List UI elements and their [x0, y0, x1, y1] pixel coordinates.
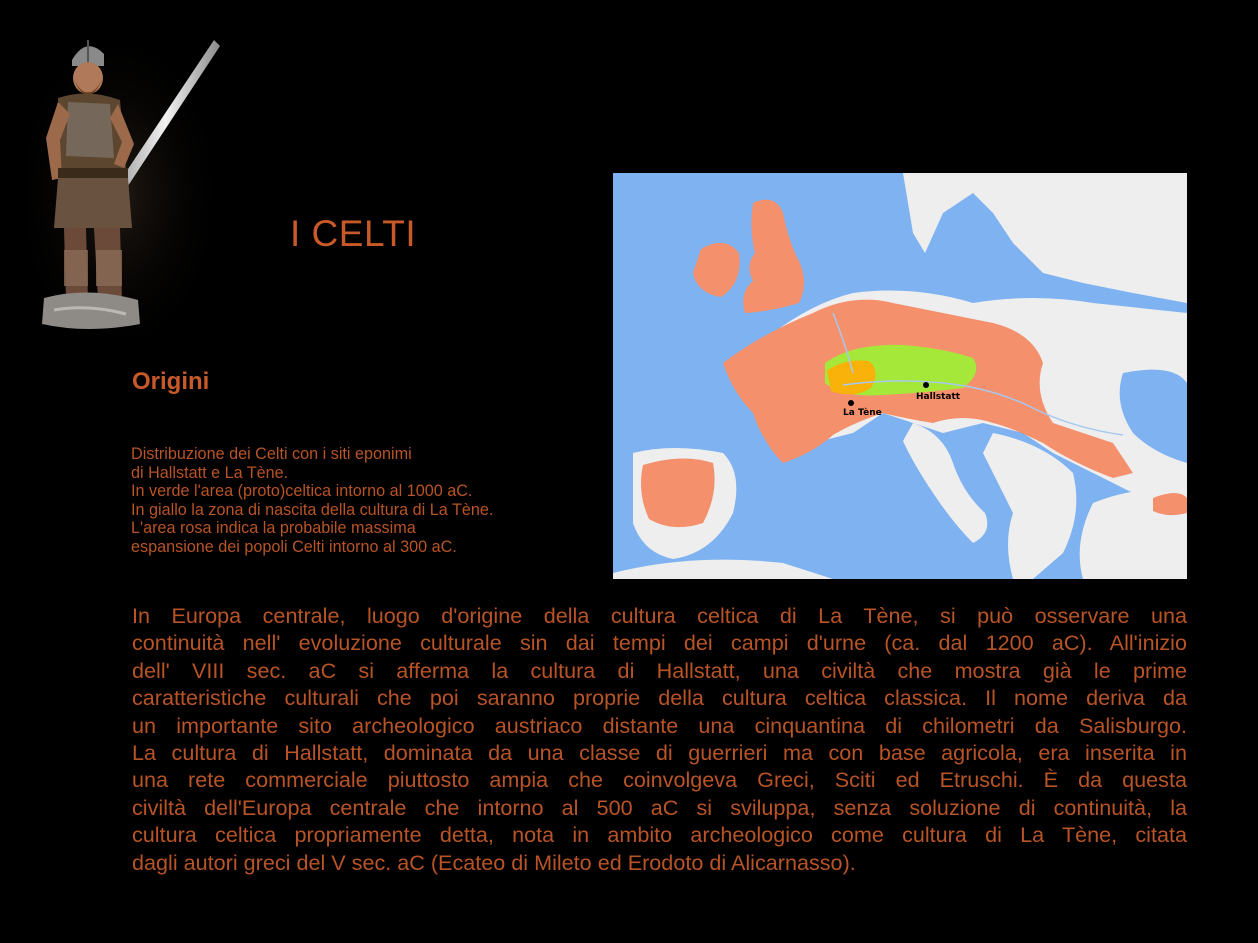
- map-caption: [131, 445, 601, 557]
- celtic-warrior-illustration: [28, 18, 228, 336]
- caption-line: Distribuzione dei Celti con i siti eponimi: [131, 445, 412, 463]
- body-line: La cultura di Hallstatt, dominata da una classe di guerrieri ma con base agricola, era inserita in: [132, 740, 1187, 766]
- celtic-distribution-map: [613, 173, 1187, 579]
- map-celtic-galatia-area: [1153, 493, 1187, 515]
- map-site-marker-la-tene: [848, 400, 854, 406]
- page-title: I CELTI: [290, 213, 417, 254]
- body-line: dagli autori greci del V sec. aC (Ecateo di Mileto ed Erodoto di Alicarnasso).: [132, 849, 856, 875]
- body-line: continuità nell' evoluzione culturale sin dai tempi dei campi d'urne (ca. dal 1200 aC). All'inizio: [132, 630, 1187, 656]
- map-label-hallstatt: Hallstatt: [916, 392, 961, 402]
- caption-line: In verde l'area (proto)celtica intorno al 1000 aC.: [131, 482, 473, 501]
- body-line: cultura celtica propriamente detta, nota in ambito archeologico come cultura di La Tène, citata: [132, 822, 1187, 848]
- body-line: un importante sito archeologico austriaco distante una cinquantina di chilometri da Salisburgo.: [132, 712, 1187, 738]
- caption-line: espansione dei popoli Celti intorno al 300 aC.: [131, 537, 457, 556]
- body-line: dell' VIII sec. aC si afferma la cultura di Hallstatt, una civiltà che mostra già le prime: [132, 657, 1187, 683]
- map-label-la-tene: La Tène: [843, 408, 882, 418]
- body-line: civiltà dell'Europa centrale che intorno al 500 aC si sviluppa, senza soluzione di continuità, la: [132, 794, 1187, 820]
- body-paragraph: [132, 602, 1187, 876]
- body-line: In Europa centrale, luogo d'origine della cultura celtica di La Tène, si può osservare una: [132, 603, 1187, 628]
- section-heading-origini: Origini: [132, 368, 210, 395]
- map-site-marker-hallstatt: [923, 382, 929, 388]
- caption-line: In giallo la zona di nascita della cultura di La Tène.: [131, 500, 494, 519]
- body-line: caratteristiche culturali che poi saranno proprie della cultura celtica classica. Il nome deriva da: [132, 685, 1187, 711]
- caption-line: L'area rosa indica la probabile massima: [131, 519, 416, 538]
- map-celtic-iberia-area: [641, 458, 715, 527]
- body-line: una rete commerciale piuttosto ampia che coinvolgeva Greci, Sciti ed Etruschi. È da questa: [132, 767, 1187, 793]
- caption-line: di Hallstatt e La Tène.: [131, 463, 289, 482]
